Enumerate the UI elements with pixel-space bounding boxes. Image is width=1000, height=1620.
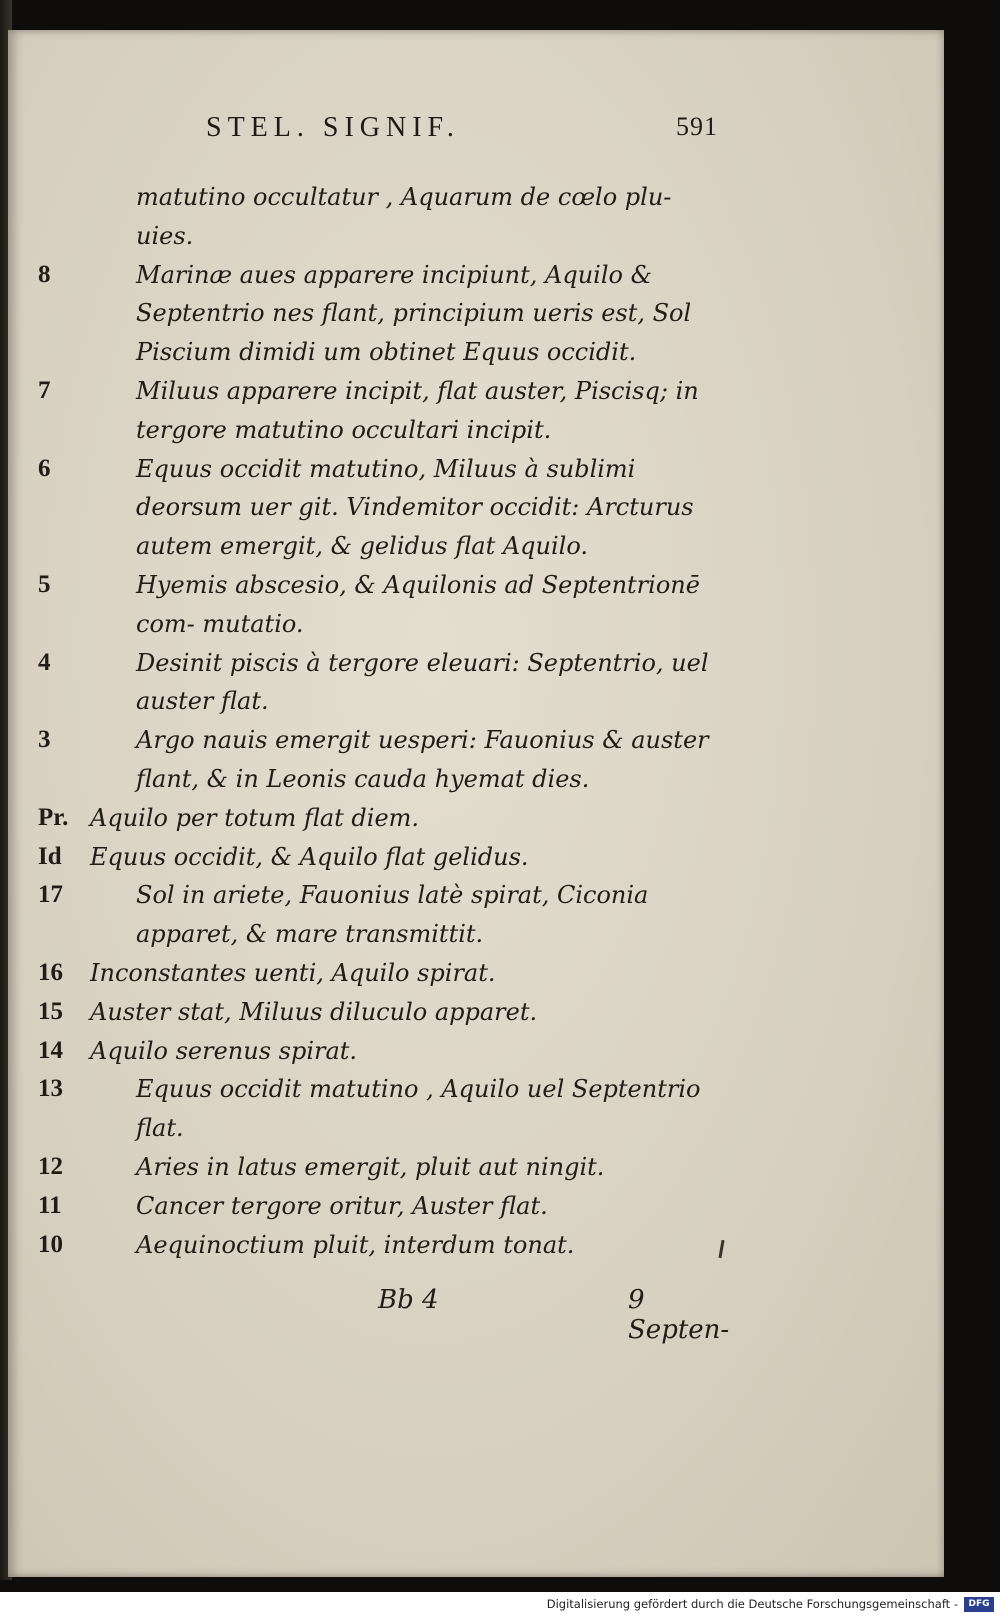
calendar-entry [38, 993, 718, 1032]
day-number: 17 [38, 881, 63, 909]
day-number: 3 [38, 726, 51, 754]
entry-text: matutino occultatur , Aquarum de cœlo plu- uies. [136, 183, 672, 250]
day-number: 6 [38, 454, 51, 482]
day-number: 11 [38, 1191, 62, 1219]
calendar-entry [38, 954, 718, 993]
entry-text: Auster stat, Miluus diluculo apparet. [90, 997, 538, 1026]
calendar-entry [38, 721, 718, 799]
entry-text: Cancer tergore oritur, Auster flat. [136, 1191, 548, 1220]
day-number: 16 [38, 958, 63, 986]
calendar-entry [38, 256, 718, 372]
running-head [198, 112, 718, 152]
entry-text: Aries in latus emergit, pluit aut ningit. [136, 1152, 605, 1181]
page-number: 591 [676, 112, 718, 141]
day-number: 12 [38, 1152, 63, 1180]
calendar-entry [38, 799, 718, 838]
calendar-entry [38, 1226, 718, 1265]
dfg-logo: DFG [964, 1597, 994, 1612]
calendar-entry [38, 876, 718, 954]
calendar-entry [38, 450, 718, 566]
day-number: 4 [38, 648, 51, 676]
catchword: 9 Septen- [628, 1285, 730, 1345]
calendar-entry [38, 838, 718, 877]
entry-text: Aquilo per totum flat diem. [90, 803, 420, 832]
entry-text: Marinæ aues apparere incipiunt, Aquilo & Septentrio nes flant, principium ueris est, Sol Piscium dimidi um obtinet Equus occidit. [136, 260, 692, 367]
entry-text: Inconstantes uenti, Aquilo spirat. [90, 958, 496, 987]
entry-text: Aequinoctium pluit, interdum tonat. [136, 1230, 575, 1259]
ink-mark [718, 1240, 724, 1258]
calendar-text-block [38, 178, 718, 1264]
entry-text: Hyemis abscesio, & Aquilonis ad Septentrionē com- mutatio. [136, 570, 700, 638]
catchline [378, 1285, 730, 1345]
calendar-entry [38, 644, 718, 722]
day-number: 15 [38, 997, 63, 1025]
day-number: 14 [38, 1036, 63, 1064]
entry-text: Aquilo serenus spirat. [90, 1036, 358, 1065]
day-number: 7 [38, 376, 51, 404]
calendar-entry [38, 1032, 718, 1071]
day-number: 13 [38, 1075, 63, 1103]
entry-text: Miluus apparere incipit, flat auster, Piscisq; in tergore matutino occultari incipit. [136, 376, 699, 444]
entry-text: Desinit piscis à tergore eleuari: Septentrio, uel auster flat. [136, 648, 709, 716]
day-number: 10 [38, 1230, 63, 1258]
day-number: 8 [38, 260, 51, 288]
signature-mark: Bb 4 [378, 1285, 439, 1315]
calendar-entry [38, 1070, 718, 1148]
calendar-entry [38, 566, 718, 644]
day-number: Id [38, 842, 62, 870]
entry-text: Equus occidit matutino , Aquilo uel Septentrio flat. [136, 1075, 701, 1143]
calendar-entry [38, 1187, 718, 1226]
day-number: 5 [38, 570, 51, 598]
entry-text: Argo nauis emergit uesperi: Fauonius & auster flant, & in Leonis cauda hyemat dies. [136, 726, 709, 793]
entry-text: Equus occidit matutino, Miluus à sublimi deorsum uer git. Vindemitor occidit: Arcturus autem emergit, & gelidus flat Aquilo. [136, 454, 694, 561]
calendar-entry [38, 372, 718, 450]
calendar-entry [38, 1148, 718, 1187]
digitization-footer [0, 1592, 1000, 1620]
footer-credit-text: Digitalisierung gefördert durch die Deutsche Forschungsgemeinschaft - [546, 1597, 958, 1611]
entry-text: Sol in ariete, Fauonius latè spirat, Ciconia apparet, & mare transmittit. [136, 881, 649, 949]
day-number: Pr. [38, 803, 69, 831]
calendar-entry [38, 178, 718, 256]
entry-text: Equus occidit, & Aquilo flat gelidus. [90, 842, 529, 871]
running-head-title: STEL. SIGNIF. [206, 112, 460, 143]
book-page [8, 30, 944, 1577]
